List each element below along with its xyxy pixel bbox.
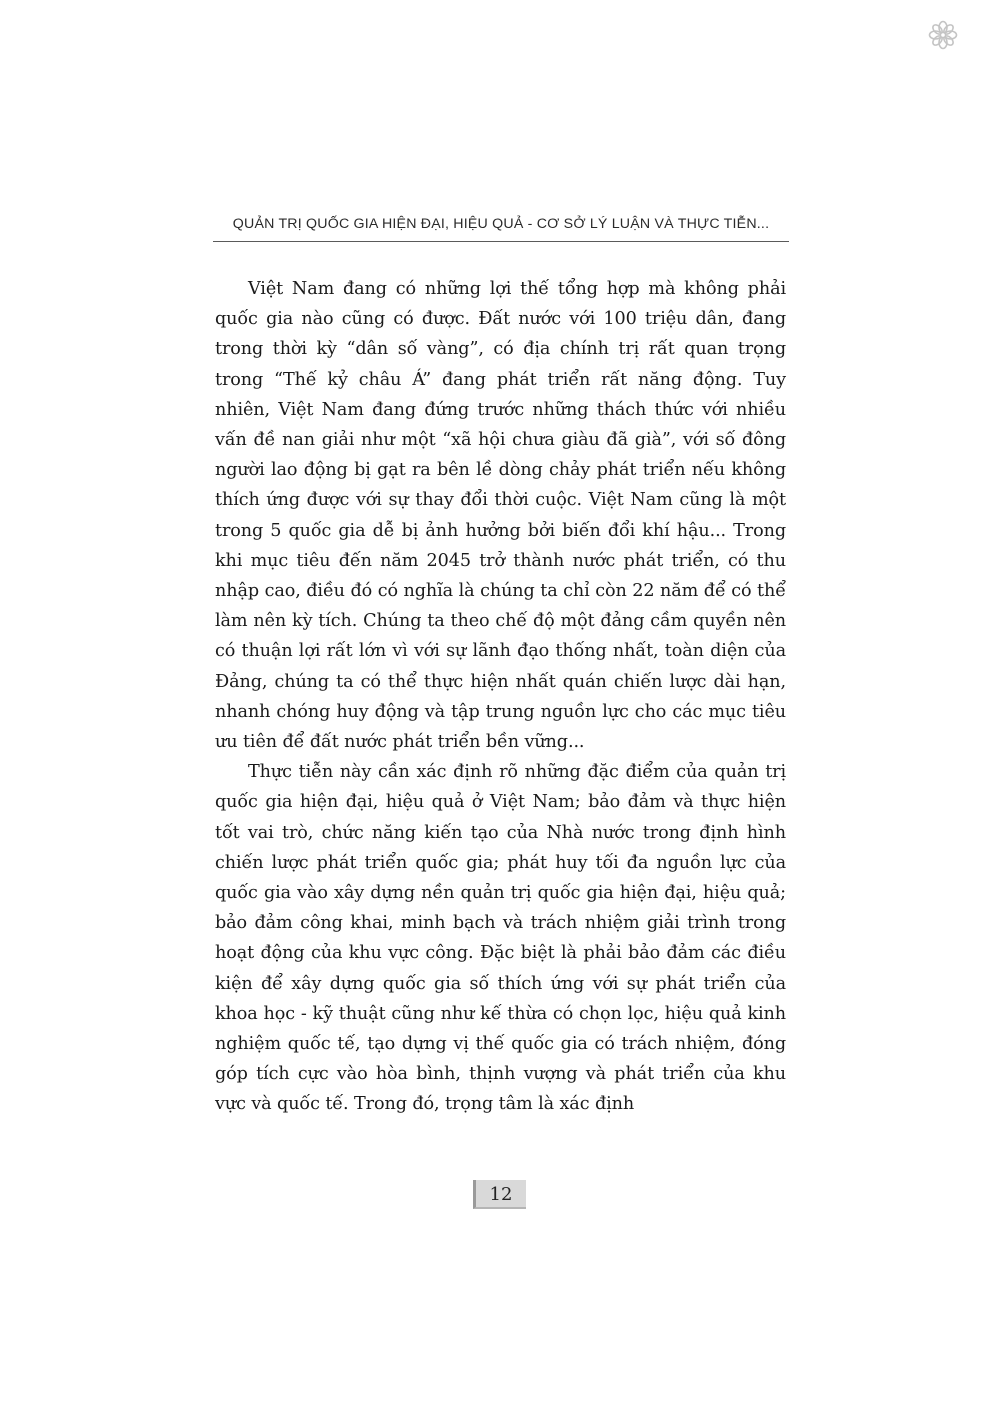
paragraph: Thực tiễn này cần xác định rõ những đặc điểm của quản trị quốc gia hiện đại, hiệu quả ở Việt Nam; bảo đảm và thực hiện tốt vai trò, chức năng kiến tạo của Nhà nước trong định hình chiến lược phát triển quốc gia; phát huy tối đa nguồn lực của quốc gia vào xây dựng nền quản trị quốc gia hiện đại, hiệu quả; bảo đảm công khai, minh bạch và trách nhiệm giải trình trong hoạt động của khu vực công. Đặc biệt là phải bảo đảm các điều kiện để xây dựng quốc gia số thích ứng với sự phát triển của khoa học - kỹ thuật cũng như kế thừa có chọn lọc, hiệu quả kinh nghiệm quốc tế, tạo dựng vị thế quốc gia có trách nhiệm, đóng góp tích cực vào hòa bình, thịnh vượng và phát triển của khu vực và quốc tế. Trong đó, trọng tâm là xác định <box>215 762 786 1115</box>
flower-icon <box>928 20 958 50</box>
running-header: QUẢN TRỊ QUỐC GIA HIỆN ĐẠI, HIỆU QUẢ - CƠ SỞ LÝ LUẬN VÀ THỰC TIỄN... <box>232 216 770 232</box>
header-divider <box>213 241 789 242</box>
page-number: 12 <box>473 1180 526 1209</box>
body-text <box>215 274 786 1120</box>
paragraph: Việt Nam đang có những lợi thế tổng hợp mà không phải quốc gia nào cũng có được. Đất nước với 100 triệu dân, đang trong thời kỳ “dân số vàng”, có địa chính trị rất quan trọng trong “Thế kỷ châu Á” đang phát triển rất năng động. Tuy nhiên, Việt Nam đang đứng trước những thách thức với nhiều vấn đề nan giải như một “xã hội chưa giàu đã già”, với số đông người lao động bị gạt ra bên lề dòng chảy phát triển nếu không thích ứng được với sự thay đổi thời cuộc. Việt Nam cũng là một trong 5 quốc gia dễ bị ảnh hưởng bởi biến đổi khí hậu... Trong khi mục tiêu đến năm 2045 trở thành nước phát triển, có thu nhập cao, điều đó có nghĩa là chúng ta chỉ còn 22 năm để có thể làm nên kỳ tích. Chúng ta theo chế độ một đảng cầm quyền nên có thuận lợi rất lớn vì với sự lãnh đạo thống nhất, toàn diện của Đảng, chúng ta có thể thực hiện nhất quán chiến lược dài hạn, nhanh chóng huy động và tập trung nguồn lực cho các mục tiêu ưu tiên để đất nước phát triển bền vững... <box>215 279 786 753</box>
